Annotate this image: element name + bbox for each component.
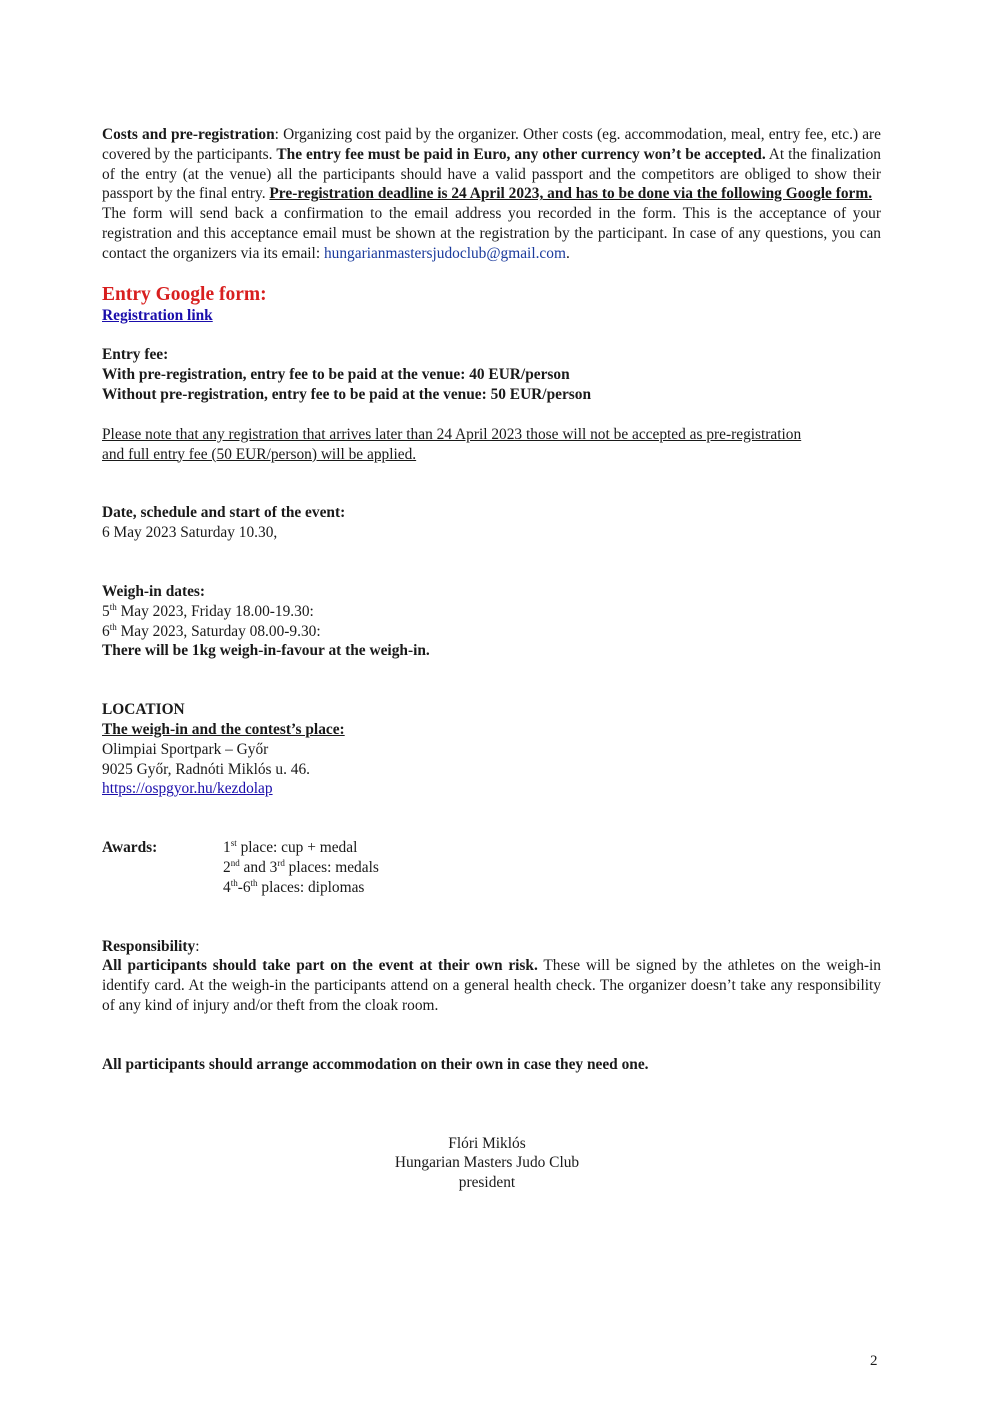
weigh-in-day-2: 6th May 2023, Saturday 08.00-9.30: — [102, 621, 321, 640]
registration-link[interactable]: Registration link — [102, 306, 213, 324]
late-registration-note: Please note that any registration that arrives later than 24 April 2023 those will not be accepted as pre-registration and full entry fee (50 EUR/person) will be applied. — [102, 425, 802, 463]
responsibility-heading: Responsibility — [102, 937, 196, 955]
page-number: 2 — [870, 1353, 878, 1369]
costs-euro-notice: The entry fee must be paid in Euro, any other currency won’t be accepted. — [276, 145, 766, 163]
costs-paragraph — [102, 125, 881, 204]
document-page: Costs and pre-registration: Organizing cost paid by the organizer. Other costs (eg. accommodation, meal, entry fee, etc.) are covered by the participants. The entry fee must be paid in Euro, any other currency won’t be accepted. At the finalization of the entry (at the venue) all the participants should have a valid passport and the competitors are obliged to show their passport by the final entry. Pre-registration deadline is 24 April 2023, and has to be done via the following Google form. The form will send back a confirmation to the email address you recorded in the form. This is the acceptance of your registration and this acceptance email must be shown at the registration by the participant. In case of any questions, you can contact the organizers via its email: hungarianmastersjudoclub@gmail.com. Entry Google form: Registration link Entry fee: With pre-registration, entry fee to be paid at the venue: 40 EUR/person Without pre-registration, entry fee to be paid at the venue: 50 EUR/person Please note that any registration that arrives later than 24 April 2023 those will not be accepted as pre-registration and full entry fee (50 EUR/person) will be applied. Date, schedule and start of the event: 6 May 2023 Saturday 10.30, Weigh-in dates: 5th May 2023, Friday 18.00-19.30: 6th May 2023, Saturday 08.00-9.30: There will be 1kg weigh-in-favour at the weigh-in. LOCATION The weigh-in and the contest’s place: Olimpiai Sportpark – Győr 9025 Győr, Radnóti Miklós u. 46. https://ospgyor.hu/kezdolap Awards: 1st place: cup + medal 2nd and 3rd places: medals 4th-6th places: diplomas Responsibility: All participants should take part on the event at their own risk. These will be signed by the athletes on the weigh-in identify card. At the weigh-in the participants attend on a general health check. The organizer doesn’t take any responsibility of any kind of injury and/or theft from the cloak room. All participants should arrange accommodation on their own in case they need one. Flóri Miklós Hungarian Masters Judo Club president — [102, 125, 881, 1193]
award-second-third: 2nd and 3rd places: medals — [223, 857, 379, 876]
costs-heading: Costs and pre-registration — [102, 126, 275, 143]
awards-section — [102, 838, 881, 897]
costs-sep: : — [274, 126, 284, 143]
entry-fee-with-prereg: With pre-registration, entry fee to be paid at the venue: 40 EUR/person — [102, 366, 570, 384]
weigh-in-favour: There will be 1kg weigh-in-favour at the weigh-in. — [102, 642, 430, 660]
signature-block — [93, 1134, 881, 1193]
accommodation-note: All participants should arrange accommodation on their own in case they need one. — [102, 1055, 649, 1073]
venue-website-link[interactable]: https://ospgyor.hu/kezdolap — [102, 780, 273, 798]
award-fourth-sixth: 4th-6th places: diplomas — [223, 877, 365, 896]
preregistration-deadline: Pre-registration deadline is 24 April 2023, and has to be done via the following Google form. — [269, 185, 873, 203]
costs-text-1: Organizing cost paid by the organizer. Other costs (eg. accommodation, meal, entry fee, etc.) are covered by the participants. — [102, 126, 882, 163]
weigh-in-heading: Weigh-in dates: — [102, 582, 206, 600]
entry-fee-heading: Entry fee: — [102, 346, 169, 364]
responsibility-paragraph — [102, 956, 881, 1015]
responsibility-risk: All participants should take part on the event at their own risk. — [102, 957, 538, 975]
weigh-in-day-1: 5th May 2023, Friday 18.00-19.30: — [102, 601, 314, 620]
signature-name: Flóri Miklós — [448, 1134, 526, 1152]
location-venue: Olimpiai Sportpark – Győr — [102, 740, 269, 758]
date-heading: Date, schedule and start of the event: — [102, 504, 346, 522]
signature-organization: Hungarian Masters Judo Club — [394, 1154, 580, 1172]
costs-text-2: At the finalization of the entry (at the venue) all the participants should have a valid passport and the competitors are obliged to show their passport by the final entry. — [102, 145, 882, 203]
location-address: 9025 Győr, Radnóti Miklós u. 46. — [102, 760, 311, 778]
location-heading: LOCATION — [102, 701, 185, 719]
event-date: 6 May 2023 Saturday 10.30, — [102, 524, 278, 542]
location-subheading: The weigh-in and the contest’s place: — [102, 720, 345, 738]
contact-email[interactable]: hungarianmastersjudoclub@gmail.com — [323, 244, 566, 262]
award-first: 1st place: cup + medal — [223, 838, 358, 857]
responsibility-text: These will be signed by the athletes on the weigh-in identify card. At the weigh-in the participants attend on a general health check. The organizer doesn’t take any responsibility of any kind of injury and/or theft from the cloak room. — [102, 957, 881, 1014]
confirmation-text: The form will send back a confirmation to the email address you recorded in the form. This is the acceptance of your registration and this acceptance email must be shown at the registration by the participant. In case of any questions, you can contact the organizers via its email: — [102, 205, 881, 262]
confirmation-period: . — [565, 244, 570, 262]
awards-label: Awards: — [102, 839, 158, 857]
awards-list — [223, 838, 379, 897]
entry-fee-without-prereg: Without pre-registration, entry fee to be paid at the venue: 50 EUR/person — [102, 385, 592, 403]
signature-role: president — [458, 1174, 516, 1192]
confirmation-paragraph — [102, 204, 881, 263]
entry-form-heading: Entry Google form: — [102, 283, 267, 305]
